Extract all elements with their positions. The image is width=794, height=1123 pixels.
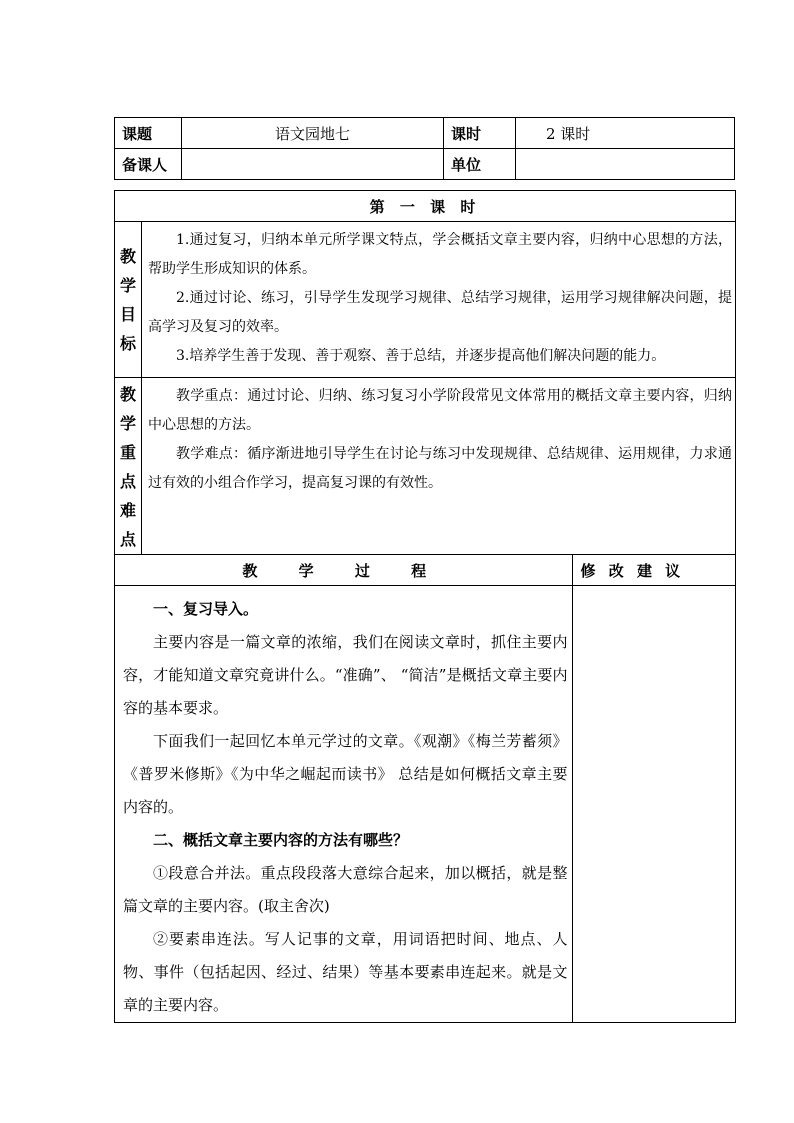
key-points-label-char: 点 [119, 530, 136, 549]
unit-value [516, 149, 735, 180]
key-points-label-char: 点 [119, 472, 136, 491]
process-content [115, 586, 573, 1023]
key-points-content [141, 378, 735, 555]
process-paragraph: 主要内容是一篇文章的浓缩，我们在阅读文章时，抓住主要内容，才能知道文章究竟讲什么。“准确”、 “简洁”是概括文章主要内容的基本要求。 [123, 633, 568, 717]
header-row-2 [115, 149, 735, 180]
process-title: 教 学 过 程 [115, 555, 573, 586]
objective-item: 1.通过复习，归纳本单元所学课文特点，学会概括文章主要内容，归纳中心思想的方法，帮助学生形成知识的体系。 [147, 232, 732, 277]
key-points-label [115, 378, 142, 555]
objectives-label-char: 学 [119, 275, 136, 295]
objectives-label-char: 标 [119, 333, 136, 353]
objective-item: 3.培养学生善于发现、善于观察、善于总结，并逐步提高他们解决问题的能力。 [175, 348, 666, 364]
lesson-header-table [114, 117, 735, 180]
key-points-label-char: 学 [119, 414, 136, 433]
preparer-value [182, 149, 444, 180]
process-header-row [115, 555, 736, 586]
topic-label: 课题 [115, 118, 182, 149]
objectives-label-char: 目 [119, 304, 136, 324]
objective-item: 2.通过讨论、练习，引导学生发现学习规律、总结学习规律，运用学习规律解决问题，提高学习及复习的效率。 [147, 290, 732, 335]
section-heading: 二、概括文章主要内容的方法有哪些？ [153, 831, 409, 849]
header-row-1 [115, 118, 735, 149]
objectives-content [141, 222, 735, 378]
lesson-plan-table [114, 190, 736, 1023]
objectives-label-char: 教 [119, 246, 136, 266]
key-points-row [115, 378, 736, 555]
objectives-row [115, 222, 736, 378]
key-points-label-char: 重 [119, 443, 136, 462]
process-paragraph: 下面我们一起回忆本单元学过的文章。《观潮》《梅兰芳蓄须》《普罗米修斯》《为中华之崛起而读书》 总结是如何概括文章主要内容的。 [123, 732, 568, 816]
process-paragraph: ②要素串连法。写人记事的文章，用词语把时间、地点、人物、事件（包括起因、经过、结果）等基本要素串连起来。就是文章的主要内容。 [123, 930, 568, 1014]
key-points-label-char: 难 [119, 501, 136, 520]
unit-label: 单位 [444, 149, 516, 180]
key-points-label-char: 教 [119, 385, 136, 404]
session-title-row [115, 191, 736, 222]
process-paragraph: ①段意合并法。重点段段落大意综合起来，加以概括，就是整篇文章的主要内容。(取主舍次) [123, 864, 568, 915]
hours-label: 课时 [444, 118, 516, 149]
objectives-label [115, 222, 142, 378]
hours-value: 2 课时 [516, 118, 735, 149]
key-point-item: 教学难点：循序渐进地引导学生在讨论与练习中发现规律、总结规律、运用规律，力求通过有效的小组合作学习，提高复习课的有效性。 [147, 446, 732, 491]
suggestions-title: 修 改 建 议 [572, 555, 736, 586]
process-body-row [115, 586, 736, 1023]
section-heading: 一、复习导入。 [153, 600, 259, 618]
key-point-item: 教学重点：通过讨论、归纳、练习复习小学阶段常见文体常用的概括文章主要内容，归纳中心思想的方法。 [147, 388, 732, 433]
preparer-label: 备课人 [115, 149, 182, 180]
session-title: 第 一 课 时 [115, 191, 736, 222]
topic-value: 语文园地七 [182, 118, 444, 149]
suggestions-content [572, 586, 736, 1023]
